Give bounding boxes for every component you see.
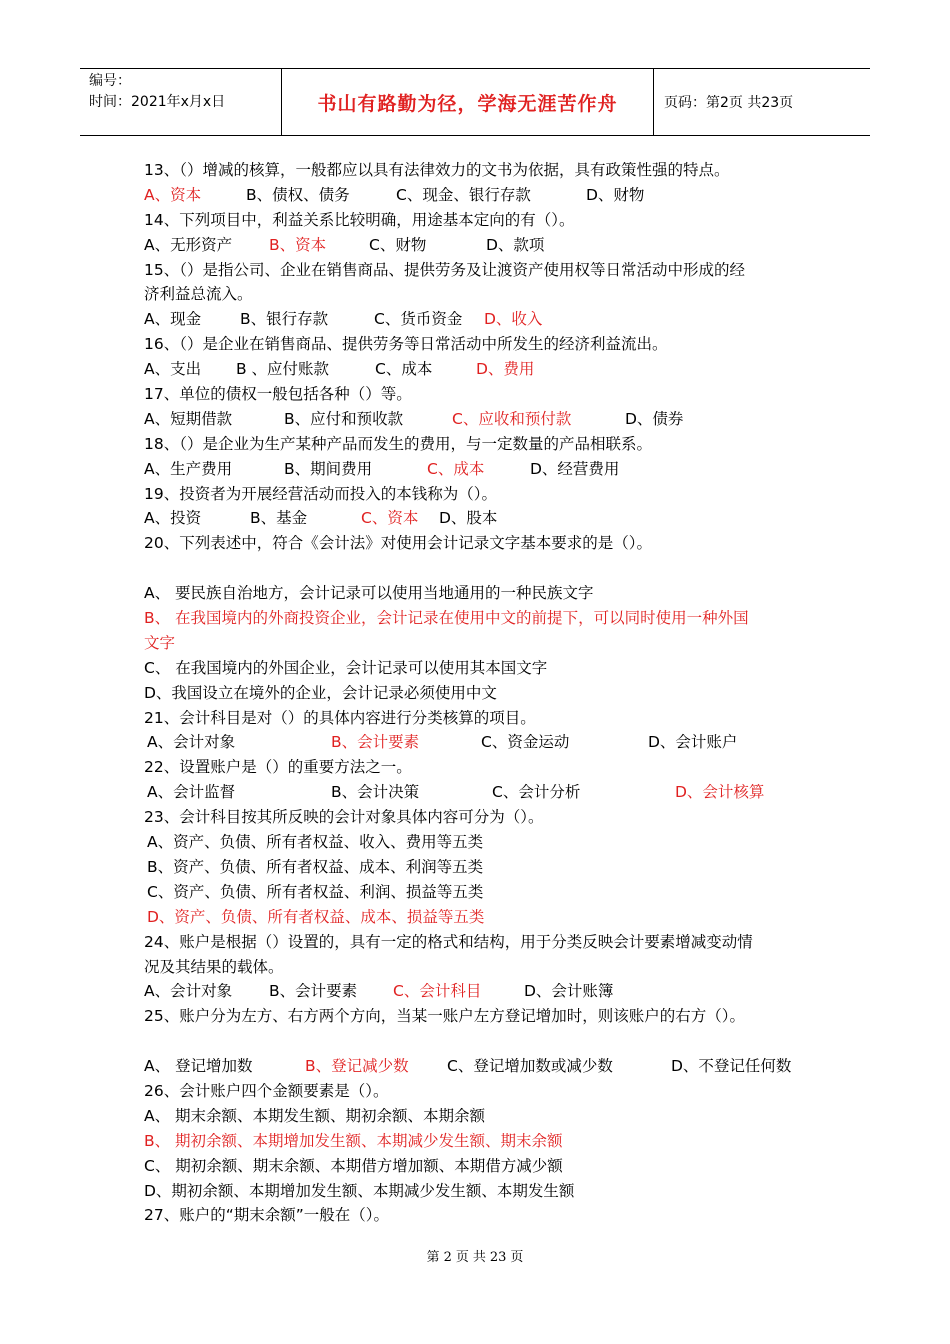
question-20-text: 20、下列表述中，符合《会计法》对使用会计记录文字基本要求的是（）。 [144,534,652,553]
option-c: C、资本 [361,509,419,528]
question-21-options [144,730,814,755]
option-b: B、登记减少数 [305,1057,409,1076]
question-16-text: 16、（）是企业在销售商品、提供劳务等日常活动中所发生的经济利益流出。 [144,335,668,354]
question-20-option-b: B、 在我国境内的外商投资企业，会计记录在使用中文的前提下，可以同时使用一种外国 [144,609,749,628]
question-23-option-a: A、资产、负债、所有者权益、收入、费用等五类 [147,833,484,852]
option-c: C、会计科目 [393,982,482,1001]
option-d: D、费用 [476,360,535,379]
spacer [144,556,814,581]
option-b: B、银行存款 [240,310,329,329]
question-19-text: 19、投资者为开展经营活动而投入的本钱称为（）。 [144,484,497,503]
option-d: D、债券 [625,409,684,428]
document-number-label: 编号： [89,73,131,89]
option-c: C、资金运动 [481,733,570,752]
option-d: D、会计账簿 [524,982,614,1001]
option-b: B、期间费用 [284,459,373,478]
option-a: A、会计对象 [144,982,233,1001]
question-18-options [144,457,814,482]
option-a: A、会计监督 [147,783,236,802]
question-25-text: 25、账户分为左方、右方两个方向，当某一账户左方登记增加时，则该账户的右方（）。 [144,1007,745,1026]
question-26-option-b: B、 期初余额、本期增加发生额、本期减少发生额、期末余额 [144,1131,563,1150]
option-d: D、会计账户 [648,733,738,752]
option-d: D、款项 [486,235,545,254]
option-d: D、会计核算 [675,783,765,802]
option-c: C、登记增加数或减少数 [447,1057,613,1076]
option-c: C、现金、银行存款 [396,185,531,204]
option-b: B、会计决策 [331,783,420,802]
header-meta [80,69,282,135]
option-d: D、收入 [484,310,543,329]
question-20-option-a: A、 要民族自治地方，会计记录可以使用当地通用的一种民族文字 [144,584,594,603]
question-27-text: 27、账户的“期末余额”一般在（）。 [144,1206,390,1225]
option-c: C、财物 [369,235,427,254]
option-b: B、应付和预收款 [284,409,404,428]
question-23-option-c: C、资产、负债、所有者权益、利润、损益等五类 [147,882,484,901]
question-20-option-d: D、我国设立在境外的企业，会计记录必须使用中文 [144,683,497,702]
question-17-options [144,407,814,432]
option-d: D、不登记任何数 [671,1057,792,1076]
option-c: C、应收和预付款 [452,409,572,428]
question-14-text: 14、下列项目中，利益关系比较明确，用途基本定向的有（）。 [144,210,575,229]
option-b: B、基金 [250,509,308,528]
question-25-options [144,1054,814,1079]
question-13-options [144,183,814,208]
option-d: D、财物 [586,185,645,204]
question-26-option-d: D、期初余额、本期增加发生额、本期减少发生额、本期发生额 [144,1181,575,1200]
question-26-text: 26、会计账户四个金额要素是（）。 [144,1081,389,1100]
header-page-info: 页码：第2页 共23页 [664,95,794,111]
question-20-option-b-cont: 文字 [144,633,176,652]
question-17-text: 17、单位的债权一般包括各种（）等。 [144,385,412,404]
option-b: B、会计要素 [269,982,358,1001]
footer-ye-end: 页 [510,1250,524,1265]
question-26-option-a: A、 期末余额、本期发生额、期初余额、本期余额 [144,1106,486,1125]
option-c: C、成本 [375,360,433,379]
question-16-options [144,357,814,382]
spacer [144,1029,814,1054]
document-time-label: 时间：2021年x月x日 [89,94,226,110]
option-c: C、货币资金 [374,310,463,329]
option-a: A、支出 [144,360,202,379]
question-22-options [144,780,814,805]
question-23-option-d: D、资产、负债、所有者权益、成本、损益等五类 [147,907,485,926]
option-a: A、现金 [144,310,202,329]
question-14-options [144,233,814,258]
option-b: B、会计要素 [331,733,420,752]
option-b: B、资本 [269,235,327,254]
question-13-text: 13、（）增减的核算，一般都应以具有法律效力的文书为依据，具有政策性强的特点。 [144,161,730,179]
option-a: A、投资 [144,509,202,528]
option-a: A、会计对象 [147,733,236,752]
option-a: A、资本 [144,185,202,204]
page-header [80,68,870,136]
question-15-text: 15、（）是指公司、企业在销售商品、提供劳务及让渡资产使用权等日常活动中形成的经 [144,260,745,279]
question-18-text: 18、（）是企业为生产某种产品而发生的费用，与一定数量的产品相联系。 [144,434,652,453]
footer-ye: 页 [455,1250,469,1265]
header-motto: 书山有路勤为径，学海无涯苦作舟 [282,69,654,135]
question-23-option-b: B、资产、负债、所有者权益、成本、利润等五类 [147,857,484,876]
option-a: A、 登记增加数 [144,1057,253,1076]
question-22-text: 22、设置账户是（）的重要方法之一。 [144,758,412,777]
option-a: A、无形资产 [144,235,233,254]
option-a: A、生产费用 [144,459,233,478]
question-23-text: 23、会计科目按其所反映的会计对象具体内容可分为（）。 [144,808,544,827]
option-b: B 、应付账款 [236,360,330,379]
question-21-text: 21、会计科目是对（）的具体内容进行分类核算的项目。 [144,708,536,727]
footer-di: 第 [426,1250,440,1265]
option-c: C、会计分析 [492,783,581,802]
question-24-options [144,979,814,1004]
option-d: D、经营费用 [530,459,620,478]
question-15-text-cont: 济利益总流入。 [144,285,253,304]
question-24-text: 24、账户是根据（）设置的，具有一定的格式和结构，用于分类反映会计要素增减变动情 [144,932,753,951]
page-footer [0,1246,950,1265]
question-20-option-c: C、 在我国境内的外国企业，会计记录可以使用其本国文字 [144,658,548,677]
question-15-options [144,307,814,332]
question-26-option-c: C、 期初余额、期末余额、本期借方增加额、本期借方减少额 [144,1156,563,1175]
question-list [144,158,814,1228]
question-24-text-cont: 况及其结果的载体。 [144,957,284,976]
footer-gong: 共 [472,1250,486,1265]
option-d: D、股本 [439,509,498,528]
question-19-options [144,506,814,531]
option-b: B、债权、债务 [246,185,350,204]
footer-current-page: 2 [443,1250,452,1265]
footer-total-pages: 23 [489,1250,507,1265]
option-a: A、短期借款 [144,409,233,428]
option-c: C、成本 [427,459,485,478]
